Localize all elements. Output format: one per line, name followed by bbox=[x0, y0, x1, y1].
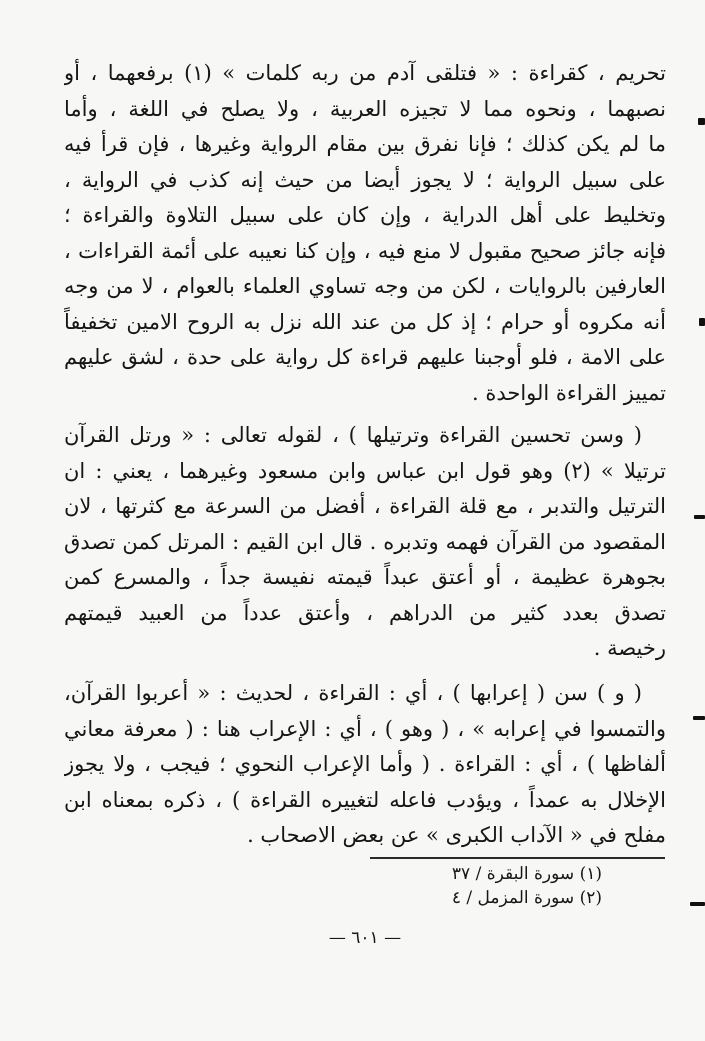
scan-edge-mark bbox=[693, 716, 705, 720]
text-line: والتمسوا في إعرابه » ، ( وهو ) ، أي : الإعراب هنا : ( معرفة معاني bbox=[64, 716, 666, 741]
paragraph-recitation-ruling bbox=[64, 56, 666, 411]
text-line: مفلح في « الآداب الكبرى » عن بعض الاصحاب . bbox=[247, 823, 666, 847]
scan-edge-mark bbox=[699, 318, 705, 326]
text-line: ما لم يكن كذلك ؛ فإنا نفرق بين مقام الرواية وغيرها ، فإن قرأ فيه bbox=[64, 132, 666, 156]
text-line: تحريم ، كقراءة : « فتلقى آدم من ربه كلمات » (١) برفعهما ، أو bbox=[64, 61, 666, 85]
paragraph-irab bbox=[64, 676, 666, 854]
page-number: — ٦٠١ — bbox=[328, 928, 402, 948]
text-line: على الامة ، فلو أوجبنا عليهم قراءة كل رواية على حدة ، لشق عليهم bbox=[64, 345, 666, 369]
text-line: وتخليط على أهل الدراية ، وإن كان على سبيل التلاوة والقراءة ؛ bbox=[64, 203, 666, 227]
text-line: نصبهما ، ونحوه مما لا تجيزه العربية ، ولا يصلح في اللغة ، وأما bbox=[64, 96, 666, 121]
text-line: تصدق بعدد كثير من الدراهم ، وأعتق عدداً من العبيد قيمتهم bbox=[64, 600, 666, 625]
text-line: على سبيل الرواية ؛ لا يجوز أيضا من حيث إنه كذب في الرواية ، bbox=[64, 167, 666, 192]
footnote-item: (١) سورة البقرة / ٣٧ bbox=[451, 864, 602, 884]
text-line: ( و ) سن ( إعرابها ) ، أي : القراءة ، لحديث : « أعربوا القرآن، bbox=[64, 681, 642, 705]
text-line: أنه مكروه أو حرام ؛ إذ كل من عند الله نزل به الروح الامين تخفيفاً bbox=[64, 309, 666, 334]
footnotes bbox=[300, 862, 602, 910]
paragraph-tarteel bbox=[64, 418, 666, 667]
text-line: فإنه جائز صحيح مقبول لا منع فيه ، وإن كنا نعيبه على أئمة القراءات ، bbox=[64, 238, 666, 263]
scan-edge-mark bbox=[698, 118, 705, 125]
footnote-item: (٢) سورة المزمل / ٤ bbox=[451, 888, 602, 908]
text-line: المقصود من القرآن فهمه وتدبره . قال ابن القيم : المرتل كمن تصدق bbox=[64, 529, 666, 554]
text-line: ألفاظها ) ، أي : القراءة . ( وأما الإعراب النحوي ؛ فيجب ، ولا يجوز bbox=[64, 752, 666, 776]
text-line: الإخلال به عمداً ، ويؤدب فاعله لتغييره القراءة ) ، ذكره بمعناه ابن bbox=[64, 787, 666, 812]
scan-edge-mark bbox=[694, 515, 705, 519]
scan-edge-mark bbox=[690, 902, 705, 906]
text-line: تمييز القراءة الواحدة . bbox=[471, 380, 666, 405]
text-line: رخيصة . bbox=[593, 636, 666, 660]
footnote-divider bbox=[370, 857, 665, 859]
text-line: ( وسن تحسين القراءة وترتيلها ) ، لقوله تعالى : « ورتل القرآن bbox=[64, 423, 642, 447]
text-line: الترتيل والتدبر ، مع قلة القراءة ، أفضل من السرعة مع كثرتها ، لان bbox=[64, 494, 666, 518]
text-line: ترتيلا » (٢) وهو قول ابن عباس وابن مسعود وغيرهما ، يعني : ان bbox=[64, 458, 666, 483]
text-line: بجوهرة عظيمة ، أو أعتق عبداً قيمته نفيسة جداً ، والمسرع كمن bbox=[64, 565, 666, 589]
text-line: العارفين بالروايات ، لكن من وجه تساوي العلماء بالعوام ، لا من وجه bbox=[64, 274, 666, 298]
